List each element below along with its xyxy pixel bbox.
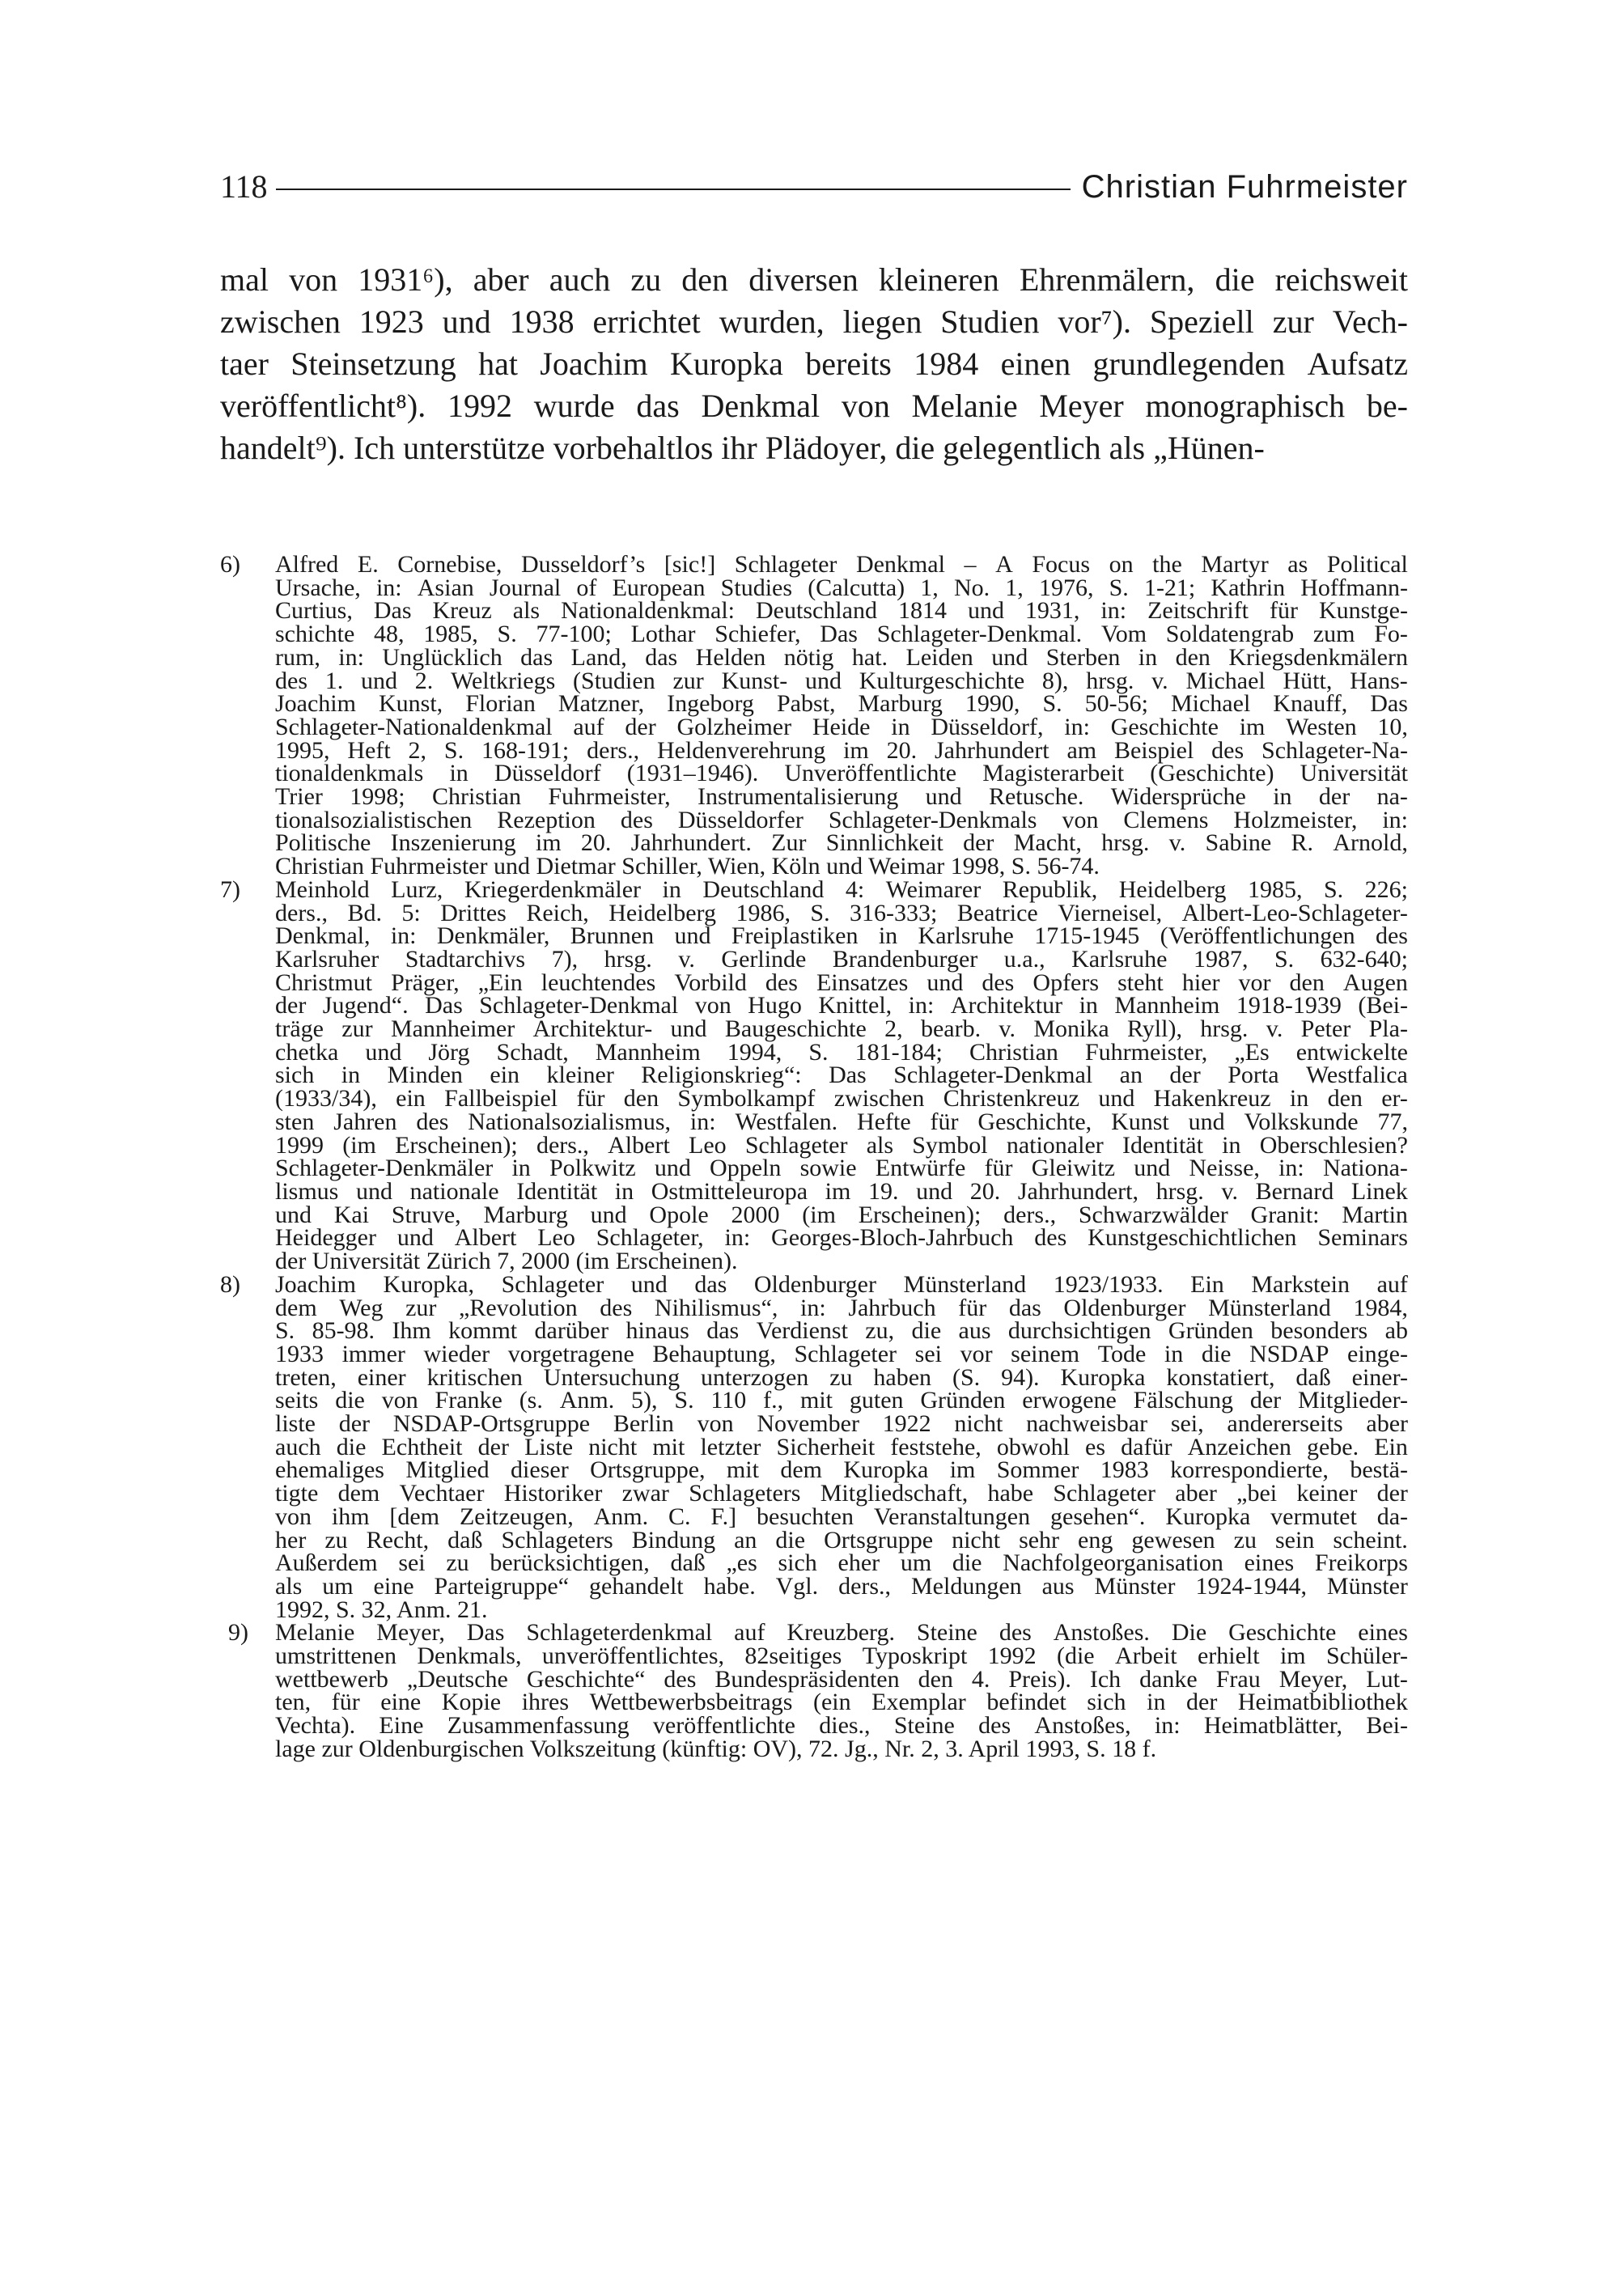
body-line: veröffentlicht⁸). 1992 wurde das Denkmal von Melanie Meyer monographisch be- [220, 388, 1408, 424]
footnote-line: Alfred E. Cornebise, Dusseldorf’s [sic!] Schlageter Denkmal – A Focus on the Martyr as Political [275, 551, 1408, 578]
footnote-line: Joachim Kuropka, Schlageter und das Oldenburger Münsterland 1923/1933. Ein Markstein auf [275, 1270, 1408, 1298]
footnote-line: Heidegger und Albert Leo Schlageter, in: Georges-Bloch-Jahrbuch des Kunstgeschichtlichen Seminars [275, 1224, 1408, 1252]
running-header [220, 159, 1408, 215]
footnote-line: treten, einer kritischen Untersuchung unterzogen zu haben (S. 94). Kuropka konstatiert, daß einer- [275, 1363, 1408, 1391]
footnote-line: 1992, S. 32, Anm. 21. [275, 1596, 488, 1623]
footnote-number: 8) [220, 1270, 240, 1298]
body-line: zwischen 1923 und 1938 errichtet wurden, liegen Studien vor⁷). Speziell zur Vech- [220, 303, 1408, 340]
footnotes [220, 553, 1408, 1761]
footnote-line: seits die von Franke (s. Anm. 5), S. 110 f., mit guten Gründen erwogene Fälschung der Mitglieder- [275, 1387, 1408, 1414]
body-line: mal von 1931⁶), aber auch zu den diversen kleineren Ehrenmälern, die reichsweit [220, 261, 1408, 298]
footnote-line: tionaldenkmals in Düsseldorf (1931–1946). Unveröffentlichte Magisterarbeit (Geschichte) Universität [275, 760, 1408, 787]
footnote-line: chetka und Jörg Schadt, Mannheim 1994, S. 181-184; Christian Fuhrmeister, „Es entwickelte [275, 1038, 1408, 1066]
footnote-line: sten Jahren des Nationalsozialismus, in: Westfalen. Hefte für Geschichte, Kunst und Volkskunde 77, [275, 1108, 1408, 1135]
footnote-line: 1995, Heft 2, S. 168-191; ders., Heldenverehrung im 20. Jahrhundert am Beispiel des Schlageter-Na- [275, 736, 1408, 764]
footnote-line: Curtius, Das Kreuz als Nationaldenkmal: Deutschland 1814 und 1931, in: Zeitschrift für Kunstge- [275, 597, 1408, 625]
footnote-6 [220, 553, 1408, 879]
footnote-7 [220, 875, 1408, 1275]
header-rule [276, 189, 1071, 190]
footnote-line: tigte dem Vechtaer Historiker zwar Schlageters Mitgliedschaft, habe Schlageter aber „bei keiner der [275, 1480, 1408, 1507]
footnote-line: S. 85-98. Ihm kommt darüber hinaus das Verdienst zu, die aus durchsichtigen Gründen besonders ab [275, 1317, 1408, 1345]
footnote-line: lage zur Oldenburgischen Volkszeitung (künftig: OV), 72. Jg., Nr. 2, 3. April 1993, S. 18 f. [275, 1735, 1157, 1762]
footnote-line: ten, für eine Kopie ihres Wettbewerbsbeitrags (ein Exemplar befindet sich in der Heimatbibliothek [275, 1689, 1408, 1716]
footnote-line: Politische Inszenierung im 20. Jahrhundert. Zur Sinnlichkeit der Macht, hrsg. v. Sabine R. Arnold, [275, 829, 1408, 857]
footnote-line: 1999 (im Erscheinen); ders., Albert Leo Schlageter als Symbol nationaler Identität in Oberschlesien? [275, 1131, 1408, 1159]
footnote-line: Melanie Meyer, Das Schlageterdenkmal auf Kreuzberg. Steine des Anstoßes. Die Geschichte eines [275, 1619, 1408, 1647]
footnote-8 [220, 1270, 1408, 1623]
header-author: Christian Fuhrmeister [1081, 169, 1408, 205]
footnote-line: der Universität Zürich 7, 2000 (im Erscheinen). [275, 1248, 738, 1275]
footnote-line: ehemaliges Mitglied dieser Ortsgruppe, mit dem Kuropka im Sommer 1983 korrespondierte, bestä- [275, 1456, 1408, 1484]
footnote-line: 1933 immer wieder vorgetragene Behauptung, Schlageter sei vor seinem Tode in die NSDAP einge- [275, 1340, 1408, 1367]
footnote-line: auch die Echtheit der Liste nicht mit letzter Sicherheit feststehe, obwohl es dafür Anzeichen gebe. Ein [275, 1433, 1408, 1460]
footnote-line: tionalsozialistischen Rezeption des Düsseldorfer Schlageter-Denkmals von Clemens Holzmeister, in: [275, 806, 1408, 833]
footnote-line: rum, in: Unglücklich das Land, das Helden nötig hat. Leiden und Sterben in den Kriegsdenkmälern [275, 643, 1408, 671]
footnote-line: Schlageter-Nationaldenkmal auf der Golzheimer Heide in Düsseldorf, in: Geschichte im Westen 10, [275, 713, 1408, 740]
footnote-line: dem Weg zur „Revolution des Nihilismus“, in: Jahrbuch für das Oldenburger Münsterland 1984, [275, 1294, 1408, 1321]
footnote-line: ders., Bd. 5: Drittes Reich, Heidelberg 1986, S. 316-333; Beatrice Vierneisel, Albert-Leo-Schlageter- [275, 899, 1408, 926]
footnote-line: schichte 48, 1985, S. 77-100; Lothar Schiefer, Das Schlageter-Denkmal. Vom Soldatengrab zum Fo- [275, 621, 1408, 648]
footnote-line: Karlsruher Stadtarchivs 7), hrsg. v. Gerlinde Brandenburger u.a., Karlsruhe 1987, S. 632-640; [275, 945, 1408, 973]
footnote-line: umstrittenen Denkmals, unveröffentlichtes, 82seitiges Typoskript 1992 (die Arbeit erhielt im Schüler- [275, 1642, 1408, 1670]
footnote-line: Christian Fuhrmeister und Dietmar Schiller, Wien, Köln und Weimar 1998, S. 56-74. [275, 853, 1100, 880]
body-paragraph [220, 259, 1408, 469]
footnote-line: Ursache, in: Asian Journal of European Studies (Calcutta) 1, No. 1, 1976, S. 1-21; Kathrin Hoffmann- [275, 574, 1408, 601]
footnote-line: Vechta). Eine Zusammenfassung veröffentlichte dies., Steine des Anstoßes, in: Heimatblätter, Bei- [275, 1712, 1408, 1740]
footnote-line: als um eine Parteigruppe“ gehandelt habe. Vgl. ders., Meldungen aus Münster 1924-1944, Münster [275, 1572, 1408, 1600]
footnote-line: und Kai Struve, Marburg und Opole 2000 (im Erscheinen); ders., Schwarzwälder Granit: Martin [275, 1201, 1408, 1228]
footnote-line: lismus und nationale Identität in Ostmitteleuropa im 19. und 20. Jahrhundert, hrsg. v. Bernard Linek [275, 1177, 1408, 1205]
body-line: taer Steinsetzung hat Joachim Kuropka bereits 1984 einen grundlegenden Aufsatz [220, 345, 1408, 382]
footnote-line: (1933/34), ein Fallbeispiel für den Symbolkampf zwischen Christenkreuz und Hakenkreuz in den er- [275, 1085, 1408, 1113]
footnote-line: der Jugend“. Das Schlageter-Denkmal von Hugo Knittel, in: Architektur in Mannheim 1918-1939 (Bei- [275, 992, 1408, 1019]
footnote-line: Denkmal, in: Denkmäler, Brunnen und Freiplastiken in Karlsruhe 1715-1945 (Veröffentlichungen des [275, 922, 1408, 950]
footnote-line: Christmut Präger, „Ein leuchtendes Vorbild des Einsatzes und des Opfers steht hier vor den Augen [275, 968, 1408, 996]
footnote-number: 6) [220, 551, 240, 578]
footnote-9 [220, 1621, 1408, 1761]
footnote-line: Meinhold Lurz, Kriegerdenkmäler in Deutschland 4: Weimarer Republik, Heidelberg 1985, S. 226; [275, 875, 1408, 903]
body-line: handelt⁹). Ich unterstütze vorbehaltlos ihr Plädoyer, die gelegentlich als „Hünen- [220, 430, 1265, 466]
footnote-line: von ihm [dem Zeitzeugen, Anm. C. F.] besuchten Veranstaltungen gesehen“. Kuropka vermutet da- [275, 1503, 1408, 1530]
footnote-line: Trier 1998; Christian Fuhrmeister, Instrumentalisierung und Retusche. Widersprüche in der na- [275, 783, 1408, 811]
footnote-line: Außerdem sei zu berücksichtigen, daß „es sich eher um die Nachfolgeorganisation eines Freikorps [275, 1549, 1408, 1577]
footnote-line: wettbewerb „Deutsche Geschichte“ des Bundespräsidenten den 4. Preis). Ich danke Frau Meyer, Lut- [275, 1665, 1408, 1693]
footnote-line: sich in Minden ein kleiner Religionskrieg“: Das Schlageter-Denkmal an der Porta Westfalica [275, 1062, 1408, 1089]
page-number: 118 [220, 168, 268, 205]
footnote-line: träge zur Mannheimer Architektur- und Baugeschichte 2, bearb. v. Monika Ryll), hrsg. v. Peter Pla- [275, 1015, 1408, 1043]
footnote-number: 7) [220, 875, 240, 903]
footnote-line: Schlageter-Denkmäler in Polkwitz und Oppeln sowie Entwürfe für Gleiwitz und Neisse, in: Nationa- [275, 1155, 1408, 1182]
footnote-line: her zu Recht, daß Schlageters Bindung an die Ortsgruppe nicht sehr eng gewesen zu sein scheint. [275, 1526, 1408, 1553]
footnote-line: des 1. und 2. Weltkriegs (Studien zur Kunst- und Kulturgeschichte 8), hrsg. v. Michael Hütt, Hans- [275, 667, 1408, 694]
footnote-line: liste der NSDAP-Ortsgruppe Berlin von November 1922 nicht nachweisbar sei, andererseits aber [275, 1410, 1408, 1438]
footnote-number: 9) [228, 1619, 248, 1647]
footnote-line: Joachim Kunst, Florian Matzner, Ingeborg Pabst, Marburg 1990, S. 50-56; Michael Knauff, Das [275, 690, 1408, 718]
